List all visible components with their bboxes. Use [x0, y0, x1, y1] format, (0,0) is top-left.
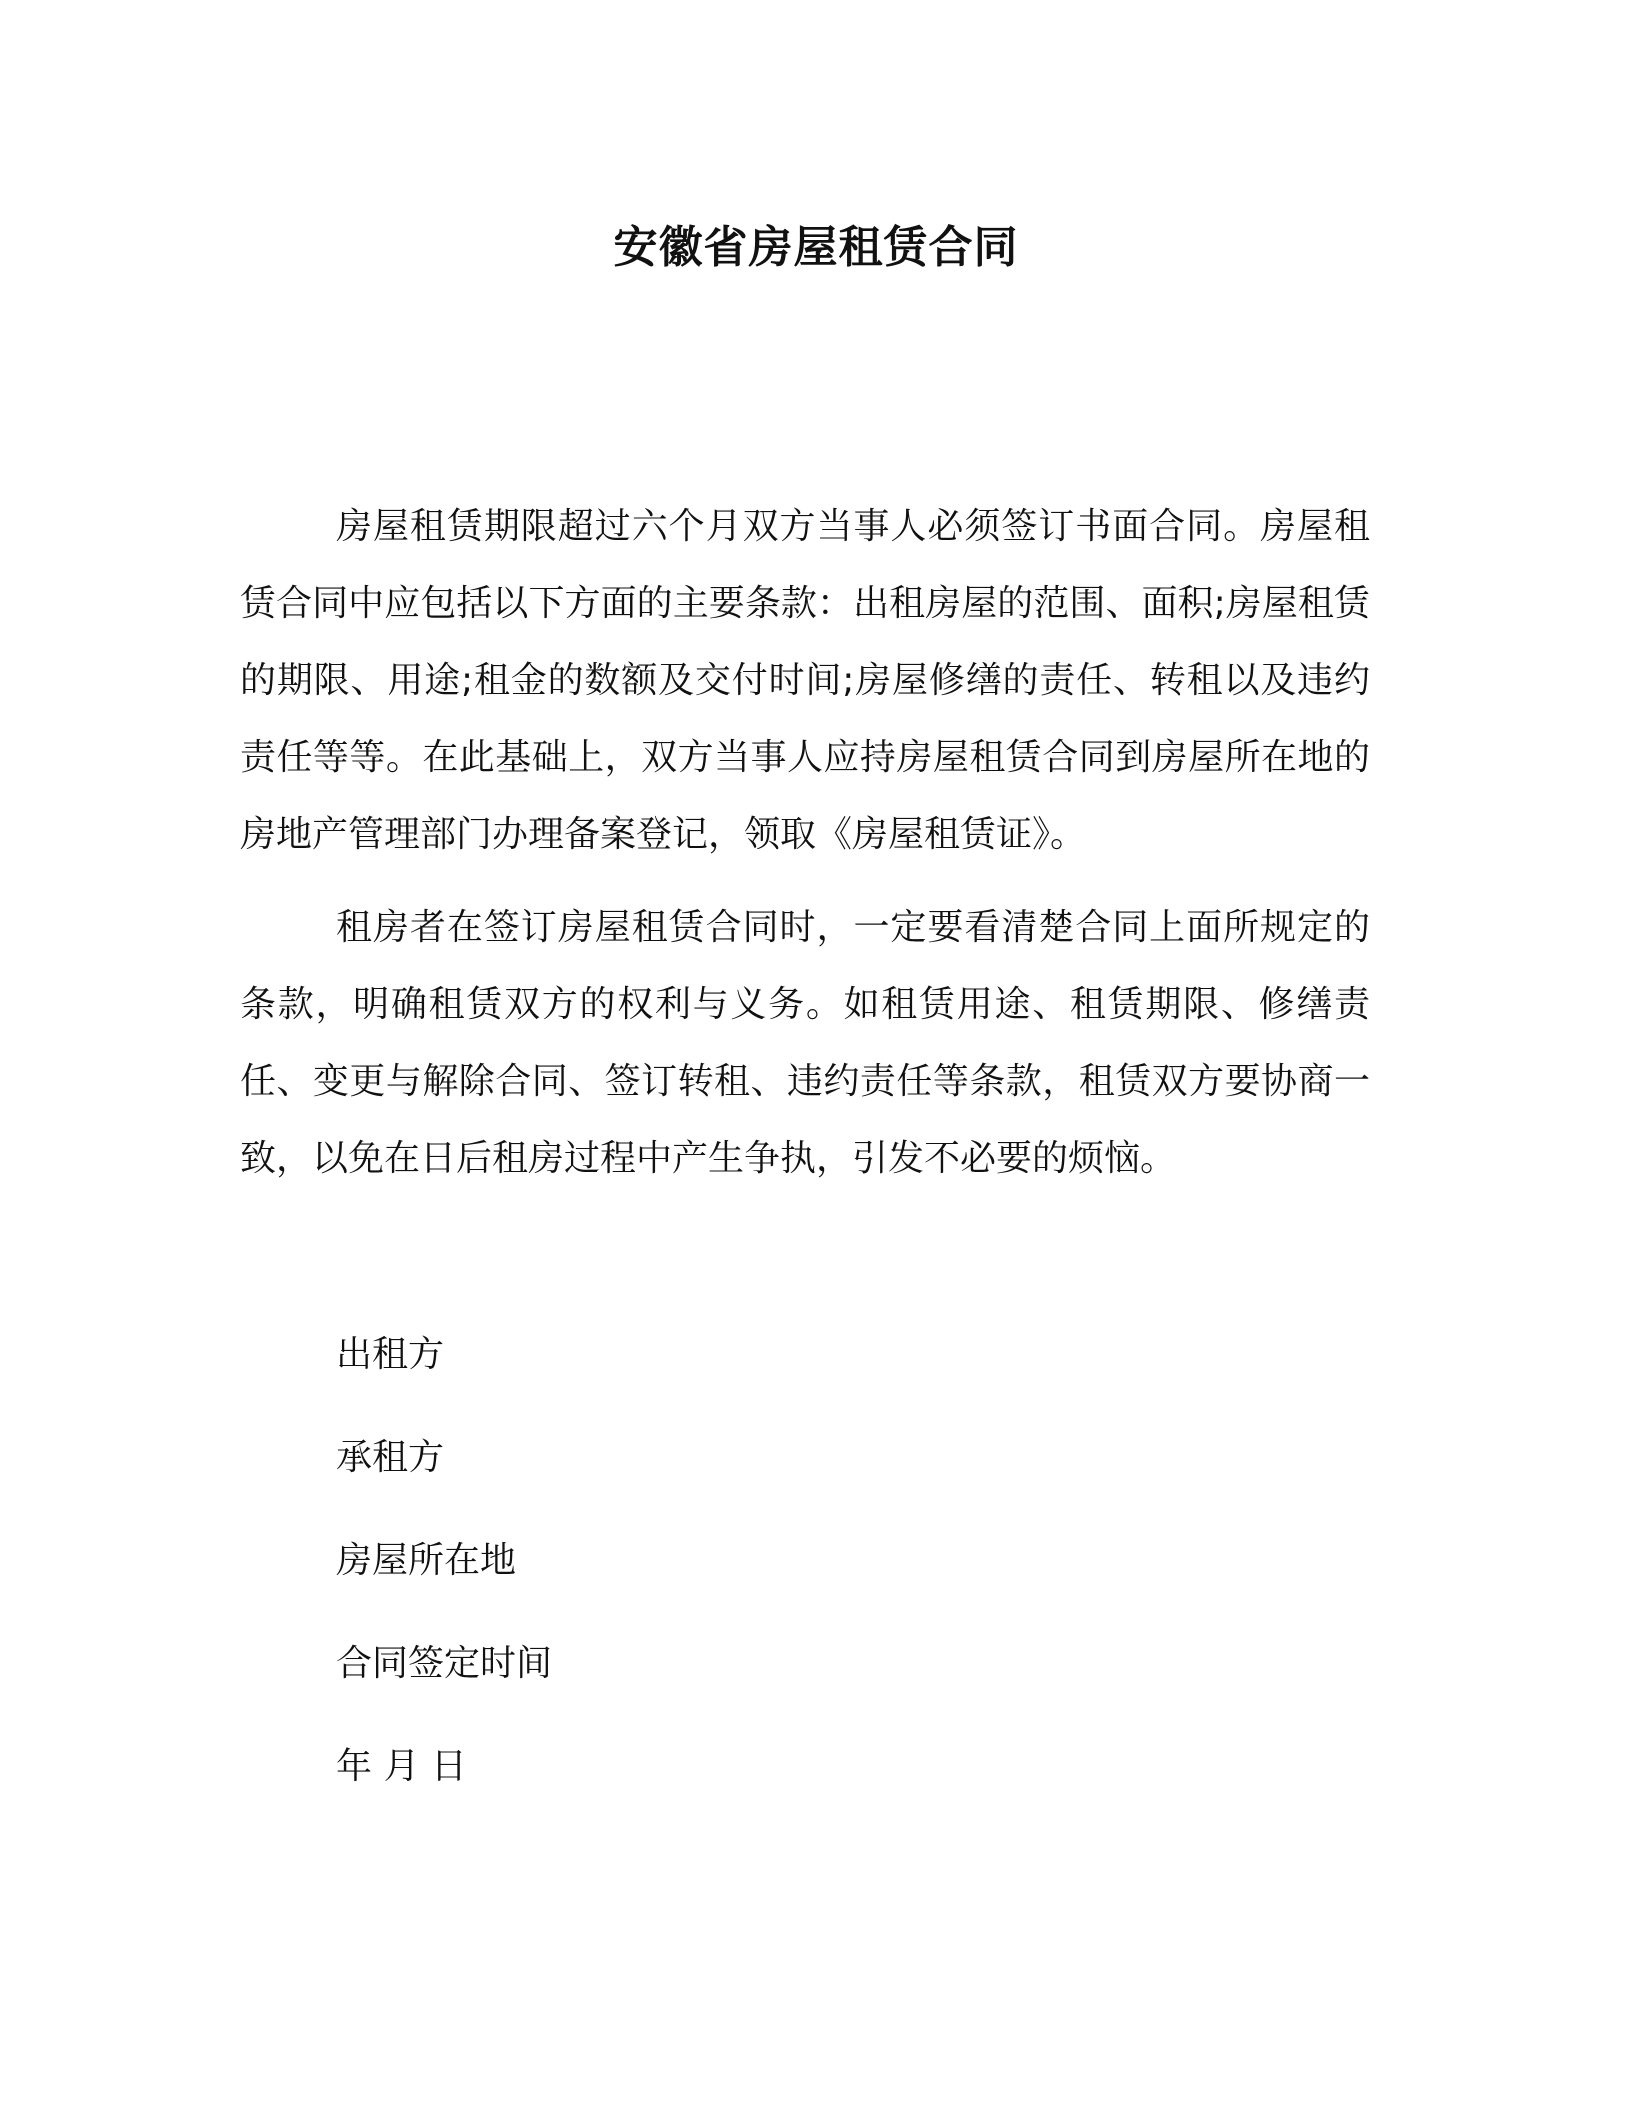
document-body: [240, 488, 1370, 1197]
signing-time-label: 合同签定时间: [336, 1643, 553, 1684]
lessee-label: 承租方: [336, 1437, 445, 1478]
date-label: 年 月 日: [336, 1746, 467, 1787]
location-label: 房屋所在地: [336, 1540, 517, 1581]
paragraph-2: 租房者在签订房屋租赁合同时，一定要看清楚合同上面所规定的条款，明确租赁双方的权利与义务。如租赁用途、租赁期限、修缮责任、变更与解除合同、签订转租、违约责任等条款，租赁双方要协商一致，以免在日后租房过程中产生争执，引发不必要的烦恼。: [240, 907, 1370, 1179]
lessor-label: 出租方: [336, 1334, 445, 1375]
signature-fields: [336, 1330, 1236, 1845]
paragraph-1: 房屋租赁期限超过六个月双方当事人必须签订书面合同。房屋租赁合同中应包括以下方面的主要条款：出租房屋的范围、面积;房屋租赁的期限、用途;租金的数额及交付时间;房屋修缮的责任、转租以及违约责任等等。在此基础上，双方当事人应持房屋租赁合同到房屋所在地的房地产管理部门办理备案登记，领取《房屋租赁证》。: [240, 506, 1370, 855]
document-title: 安徽省房屋租赁合同: [613, 222, 1019, 273]
